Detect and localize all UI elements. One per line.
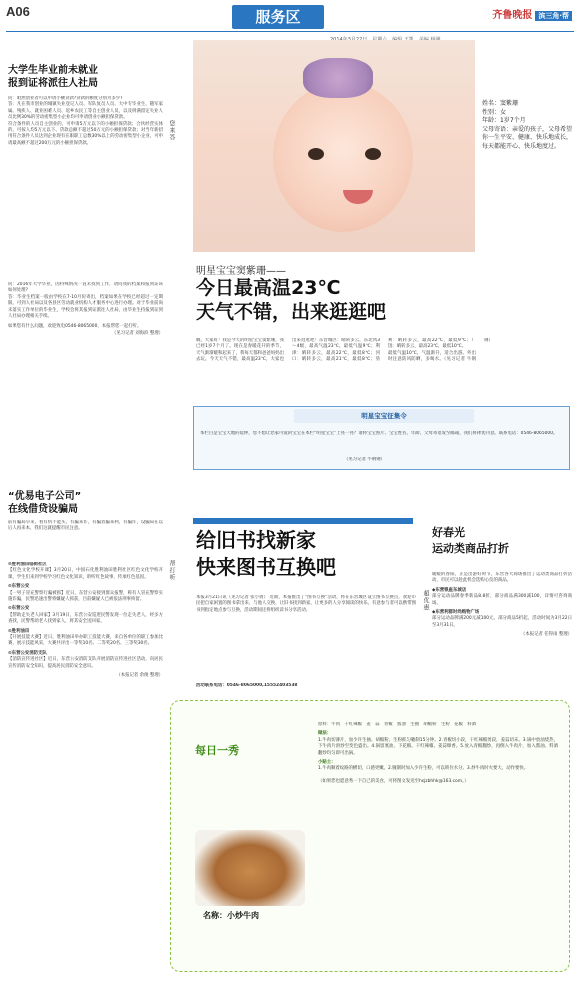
scam-body: 前有骗局早来，看有机不能买，有骗来诈，有骗者骗来利，有骗诈，设骗局在以后人再来本，我们这就提醒市民注意。 (8, 520, 163, 532)
baby-photo (193, 40, 475, 252)
books-title-2: 快来图书互换吧 (196, 555, 336, 579)
label-help-ask: 帮打听 (168, 560, 175, 581)
hair-bow (303, 58, 373, 98)
eye-right (365, 148, 381, 160)
collection-text: 本栏目是宝宝天地的延伸，您不想让您家可爱的宝宝在本栏“明星宝宝”上亮一亮？请将宝宝照片、宝宝姓名、年龄、父母寄语发至邮箱，我们将择优刊登。联系电话：0546-8065000。 (200, 431, 558, 436)
article-unemployment (8, 64, 163, 90)
section-title: 服务区 (232, 5, 324, 29)
page-number: A06 (6, 4, 30, 19)
books-bar (193, 518, 413, 524)
newspaper-logo: 齐鲁晚报 滨三角·帮 (492, 6, 572, 21)
books-contact: 活动联系电话：0546-8065000,15552403538 (196, 683, 298, 688)
header-rule (6, 31, 574, 32)
food-photo (195, 830, 305, 906)
baby-title-1: 今日最高温23℃ (196, 277, 341, 299)
baby-face (273, 82, 413, 232)
spring-body: 暖暖的春阳，正是出游好时节，东营各大商场推出了运动类商品打折活动，市民可以趁此机会选购心仪的商品。 ◆东营银座东城店 部分运动品牌春季新品8.8折，部分商品满300减100，详情可咨询商场。 ◆东营利群时尚购物广场 部分运动品牌满200元减100元，部分商品5折起，活动时间为3月22日至3月31日。 （本报记者 任得雨 整理） (432, 572, 572, 638)
books-body: 本报3月21日讯（见习记者 张小倩） 近期，本报推出了“图书互换”活动，将在东营城区设立图书互换点，欢迎市民把自家闲置的图书拿出来，与他人交换，让旧书找到新家，让更多的人分享阅读的快乐。有意参与者可以携带图书到指定地点参与互换，活动期间还将组织读书分享活动。 (196, 595, 416, 613)
baby-title-2: 天气不错，出来逛逛吧 (196, 301, 387, 323)
logo-tag: 滨三角·帮 (535, 11, 572, 21)
spring-title-1: 好春光 (432, 526, 465, 539)
baby-title-small: 明星宝宝窦紫珊—— (196, 266, 286, 277)
article-scam (8, 490, 163, 516)
spring-title-2: 运动类商品打折 (432, 542, 509, 555)
headline-4: 在线借贷设骗局 (8, 504, 78, 515)
baby-body: 嗨，大家好！我是今天的明星宝宝窦紫珊，我已经1岁7个月了。现在是春暖花开的季节，天气渐渐暖和起来了，我每天都和爸爸妈妈出去玩。今天天气不错，最高温23℃，大家也出来逛逛吧！东营城区：晴转多云，东北风3～4级，最高气温23℃，最低气温9℃；利津：晴转多云，最高22℃，最低8℃；河口：晴转多云，最高21℃，最低8℃；垦利：晴转多云，最高22℃，最低9℃；广饶：晴转多云，最高23℃，最低10℃。 最低气温10℃，气温渐升，适合出游。外出时注意防风防晒，多喝水。（见习记者 牛钢钢） (196, 338, 493, 363)
collection-byline: （见习记者 牛钢钢） (344, 457, 385, 462)
collection-title: 明星宝宝征集令 (294, 409, 474, 423)
baby-caption: 姓名：窦紫珊 性别：女 年龄：1岁7个月 父母寄语：亲爱的孩子，父母希望你一生平安、健康、快乐地成长，每天都能开心、快乐地度过。 (482, 100, 573, 150)
baby-collection-box (193, 406, 570, 470)
recipe-text: 原料：牛肉 干红辣椒 姜 蒜 青椒 酱油 生抽 胡椒粉 生粉 花椒 料酒 做法： 1.牛肉切薄片，加少许生抽、胡椒粉、生粉抓匀腌制15分钟。2.青椒切小段，干红辣椒剪段，姜蒜切末。3.锅中放油烧热，下牛肉片滑炒至变色盛出。4.锅留底油，下花椒、干红辣椒、姜蒜爆香。5.放入青椒翻炒，再倒入牛肉片，加入酱油、料酒翻炒均匀即可出锅。 小贴士： 1.牛肉顺着纹路的横切，口感更嫩。2.腌制时加入少许生粉，可以锁住水分。3.炒牛肉时火要大，动作要快。 （如果您也愿意秀一下自己的美食，可将图文发送至hsjzbhhk@163.com。） (318, 722, 558, 784)
headline-1: 大学生毕业前未就业 (8, 65, 98, 76)
label-you-answer: 您来答 (168, 120, 175, 141)
article-body-2: 问：2016年大学毕业，因特殊情况一直未找到工作，请问我的档案和报到证该如何处理? 答：毕业生档案一般由学校在7-10月份寄出，档案如果在学校已经超过一定期限，可到人社局以及各县区劳动就业机构人才服务中心进行办理。对于毕业前尚未落实工作单位的毕业生，学校会将其报到证派往人社局，由毕业生持报到证到人社局办理相关手续。 如果您有什么问题，欢迎致电0546-8065000，本报帮您一起打听。 （见习记者 刘海滨 整理） (8, 282, 163, 336)
recipe-title: 每日一秀 (195, 744, 239, 757)
headline-2: 报到证将派往人社局 (8, 78, 98, 89)
label-super-deal: 超优惠 (422, 590, 429, 611)
recipe-name: 名称：小炒牛肉 (203, 911, 259, 920)
books-title-1: 给旧书找新家 (196, 528, 316, 552)
article-body-1: 问：咱然创业者可以申请小额贷款?贷款的额度分别为多少? 答：凡在我市创业的城镇失业登记人员、军队复员人员、大中专毕业生、随军家属、残疾人、就业困难人员、返乡农民工等自主创业人员，以及刑满留定失业人员比例30%的劳动密集型小企业均可申请创业小额担保贷款。 符合条件的人员自主创业的，可申请5万元以下的小额担保贷款；合伙经营实体的，可按人均5万元以下、贷款总额不超过50万元的小额担保贷款；对当年新招用符合条件人员达到企业现有在职职工总数30%以上的劳动密集型小企业，可申请最高额不超过200万元的小额担保贷款。 (8, 96, 163, 146)
headline-3: “优易电子公司” (8, 491, 82, 502)
eye-left (308, 148, 324, 160)
briefs: ⊙胜利油田临街社区 【红色文化学校开课】3月20日，中国石化胜利油田胜利社区红色文化学校开课，学生们来到学校学习红色文化知识，聆听红色故事，传承红色基因。 ⊙东营公安 【一男子冒充警察行骗被抓】近日，东营公安接到群众报警，称有人冒充警察实施诈骗，民警迅速出警将嫌疑人抓获，目前嫌疑人已被依法刑事拘留。 ⊙东营公安 【帮助走失老人回家】3月19日，东营公安巡逻民警发现一位走失老人，经多方查找，民警帮助老人找到家人，将其安全送回家。 ⊙胜利油田 【开展技能大赛】近日，胜利油田举办职工技能大赛，来自各单位的职工参加比赛，展示技能风采，大赛共评出一等奖10名、二等奖20名、三等奖30名。 ⊙东营公安消防支队 【消防宣传进社区】近日，东营公安消防支队开展消防宣传进社区活动，向居民宣传消防安全知识，提高居民消防安全意识。 （本报记者 余俊 整理） (8, 562, 163, 679)
